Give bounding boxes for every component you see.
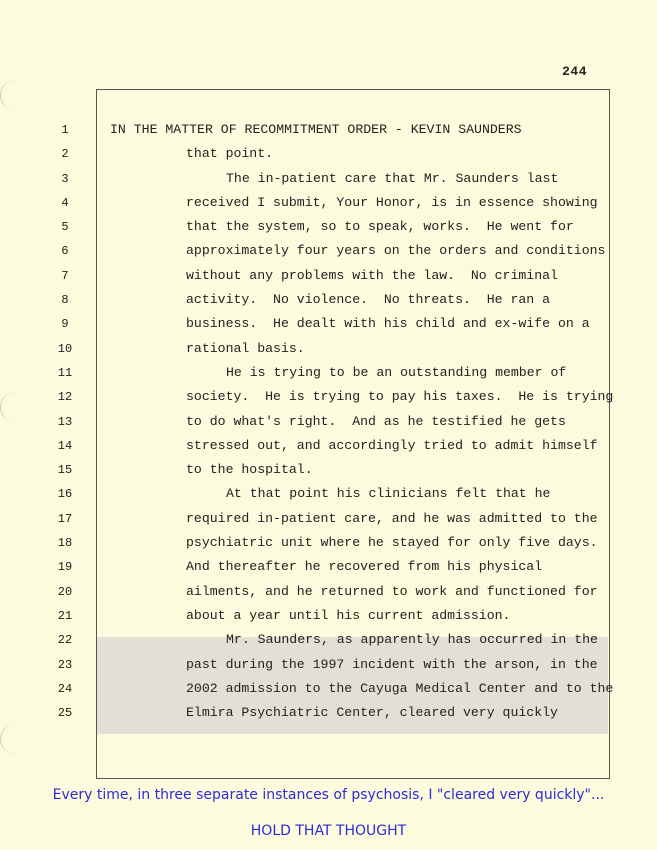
line-number: 1 <box>61 123 69 137</box>
line-text: stressed out, and accordingly tried to admit himself <box>186 437 598 453</box>
line-number: 13 <box>57 414 73 429</box>
line-text: At that point his clinicians felt that he <box>226 486 551 502</box>
transcript-line <box>0 337 657 361</box>
line-number: 14 <box>57 438 73 453</box>
line-text: psychiatric unit where he stayed for only five days. <box>186 535 598 551</box>
line-number: 8 <box>61 293 69 308</box>
line-number: 2 <box>61 147 69 162</box>
transcript-line <box>0 118 657 142</box>
line-number: 3 <box>61 171 69 186</box>
line-text: Mr. Saunders, as apparently has occurred in the <box>226 632 598 648</box>
transcript-line <box>0 580 657 604</box>
transcript-line <box>0 191 657 215</box>
transcript-line <box>0 239 657 263</box>
line-text: without any problems with the law. No criminal <box>186 267 558 283</box>
line-number: 4 <box>61 195 69 210</box>
line-number: 22 <box>57 633 73 648</box>
line-number: 23 <box>57 657 73 672</box>
line-number: 5 <box>61 220 69 235</box>
transcript-line <box>0 288 657 312</box>
line-text: that the system, so to speak, works. He went for <box>186 219 574 235</box>
transcript-line <box>0 264 657 288</box>
line-text: 2002 admission to the Cayuga Medical Center and to the <box>186 680 614 696</box>
line-text: past during the 1997 incident with the arson, in the <box>186 656 598 672</box>
line-text: The in-patient care that Mr. Saunders last <box>226 170 559 186</box>
line-text: society. He is trying to pay his taxes. He is trying <box>186 389 614 405</box>
transcript-line <box>0 628 657 652</box>
line-number: 6 <box>61 244 69 259</box>
annotation-comment: Every time, in three separate instances of psychosis, I "cleared very quickly"... <box>52 787 605 803</box>
line-text: And thereafter he recovered from his physical <box>186 559 543 575</box>
transcript-line <box>0 167 657 191</box>
transcript-line <box>0 701 657 725</box>
transcript-line <box>0 653 657 677</box>
line-number: 16 <box>57 487 73 502</box>
line-text: to the hospital. <box>186 462 313 478</box>
line-text: rational basis. <box>186 340 305 356</box>
punch-hole-top <box>0 80 31 110</box>
line-number: 17 <box>57 511 73 526</box>
punch-hole-bottom <box>0 724 31 754</box>
line-number: 10 <box>57 341 73 356</box>
transcript-lines <box>0 118 657 725</box>
transcript-line <box>0 434 657 458</box>
line-number: 19 <box>57 560 73 575</box>
line-text: ailments, and he returned to work and functioned for <box>186 583 598 599</box>
transcript-line <box>0 312 657 336</box>
line-text: activity. No violence. No threats. He ran a <box>186 292 551 308</box>
transcript-line <box>0 531 657 555</box>
line-number: 25 <box>57 706 73 721</box>
transcript-line <box>0 604 657 628</box>
transcript-line <box>0 458 657 482</box>
line-number: 7 <box>61 268 69 283</box>
line-text: about a year until his current admission. <box>186 607 511 623</box>
line-text: approximately four years on the orders and conditions <box>186 243 606 259</box>
line-number: 11 <box>57 365 73 380</box>
line-number: 18 <box>57 536 73 551</box>
transcript-line <box>0 361 657 385</box>
line-number: 24 <box>57 681 73 696</box>
line-number: 12 <box>57 390 73 405</box>
transcript-line <box>0 555 657 579</box>
transcript-line <box>0 215 657 239</box>
page-number: 244 <box>562 64 587 79</box>
line-number: 15 <box>57 463 73 478</box>
transcript-line <box>0 142 657 166</box>
transcript-line <box>0 482 657 506</box>
line-text: Elmira Psychiatric Center, cleared very quickly <box>186 705 558 721</box>
annotation-hold-that-thought: HOLD THAT THOUGHT <box>250 823 407 839</box>
line-text: required in-patient care, and he was admitted to the <box>186 510 598 526</box>
transcript-line <box>0 410 657 434</box>
line-number: 20 <box>57 584 73 599</box>
line-text: He is trying to be an outstanding member of <box>226 364 567 380</box>
line-number: 21 <box>57 608 73 623</box>
line-text: that point. <box>186 146 274 162</box>
line-number: 9 <box>61 317 69 332</box>
line-text: to do what's right. And as he testified he gets <box>186 413 566 429</box>
line-text: IN THE MATTER OF RECOMMITMENT ORDER - KEVIN SAUNDERS <box>110 122 522 137</box>
transcript-line <box>0 677 657 701</box>
transcript-line <box>0 385 657 409</box>
line-text: business. He dealt with his child and ex-wife on a <box>186 316 590 332</box>
line-text: received I submit, Your Honor, is in essence showing <box>186 194 598 210</box>
transcript-line <box>0 507 657 531</box>
